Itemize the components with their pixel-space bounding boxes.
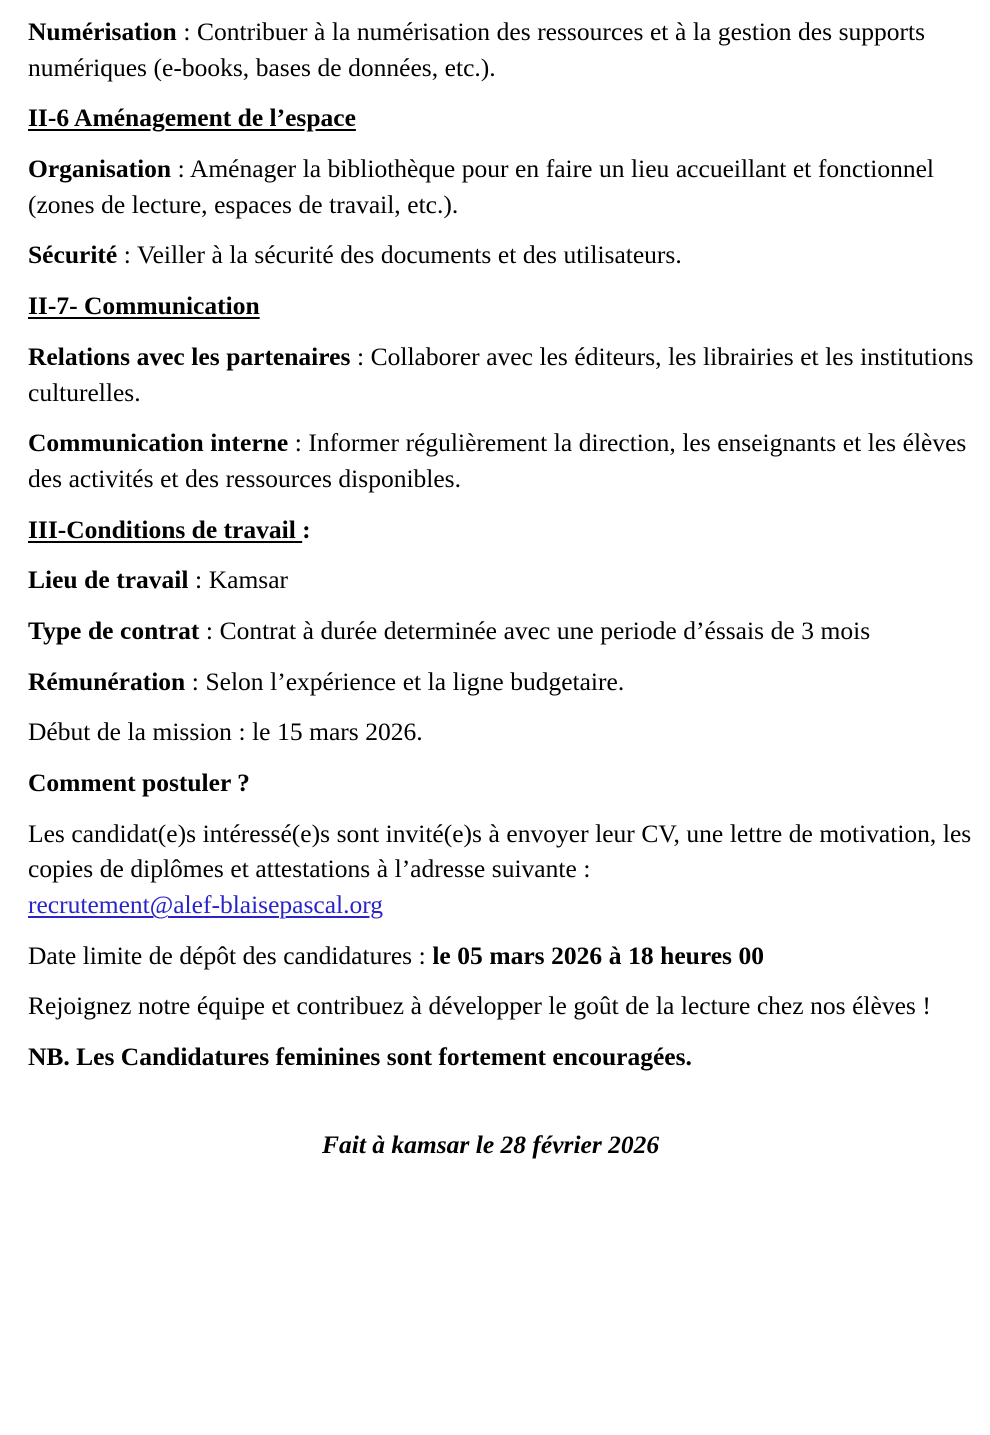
signature-line: Fait à kamsar le 28 février 2026: [322, 1129, 660, 1159]
date-limite-prefix: Date limite de dépôt des candidatures :: [28, 940, 433, 970]
paragraph-organisation: [28, 151, 976, 222]
paragraph-communication-interne: [28, 425, 976, 496]
remuneration-text: : Selon l’expérience et la ligne budgetaire.: [185, 666, 625, 696]
paragraph-remuneration: [28, 664, 976, 700]
relations-text: : Collaborer avec les éditeurs, les librairies et les institutions culturelles.: [28, 341, 974, 407]
type-contrat-text: : Contrat à durée determinée avec une periode d’éssais de 3 mois: [199, 615, 871, 645]
type-contrat-label: Type de contrat: [28, 615, 200, 645]
organisation-label: Organisation: [28, 154, 172, 184]
communication-text: : Informer régulièrement la direction, les enseignants et les élèves des activités et des ressources disponibles.: [28, 428, 967, 493]
apply-instructions-text: Les candidat(e)s intéressé(e)s sont invité(e)s à envoyer leur CV, une lettre de motivation, les copies de diplômes et attestations à l’adresse suivante :: [28, 818, 972, 884]
heading-comment-postuler: Comment postuler ?: [28, 768, 250, 797]
paragraph-numerisation: [28, 14, 976, 85]
numerisation-label: Numérisation: [28, 17, 177, 46]
paragraph-rejoignez: Rejoignez notre équipe et contribuez à développer le goût de la lecture chez nos élèves !: [28, 991, 931, 1021]
paragraph-nb-note: NB. Les Candidatures feminines sont fortement encouragées.: [28, 1042, 692, 1072]
remuneration-label: Rémunération: [28, 666, 186, 696]
lieu-travail-label: Lieu de travail: [28, 565, 189, 595]
paragraph-lieu-travail: [28, 562, 976, 598]
communication-label: Communication interne: [28, 428, 289, 458]
securite-text: : Veiller à la sécurité des documents et des utilisateurs.: [117, 240, 682, 270]
relations-label: Relations avec les partenaires: [28, 341, 351, 371]
paragraph-relations-partenaires: [28, 339, 976, 410]
paragraph-type-contrat: [28, 613, 976, 649]
paragraph-securite: [28, 237, 976, 273]
paragraph-apply-instructions: [28, 816, 976, 923]
date-limite-value: le 05 mars 2026 à 18 heures 00: [432, 940, 765, 970]
numerisation-text: : Contribuer à la numérisation des ressources et à la gestion des supports numériques (e-books, bases de données, etc.).: [28, 17, 926, 82]
bottom-spacer: [28, 1163, 976, 1363]
paragraph-debut-mission: Début de la mission : le 15 mars 2026.: [28, 717, 423, 747]
securite-label: Sécurité: [28, 240, 118, 270]
heading-iii-conditions: [28, 512, 976, 548]
heading-ii-7-label: II-7- Communication: [28, 291, 260, 321]
heading-ii-6: [28, 100, 976, 136]
signature-block: [28, 1127, 976, 1163]
document-body: [28, 14, 976, 1363]
heading-ii-6-label: II-6 Aménagement de l’espace: [28, 103, 356, 133]
heading-ii-7: [28, 288, 976, 324]
paragraph-date-limite: [28, 938, 976, 974]
heading-iii-colon: :: [302, 514, 311, 544]
recruitment-email-link[interactable]: recrutement@alef-blaisepascal.org: [28, 890, 384, 920]
organisation-text: : Aménager la bibliothèque pour en faire un lieu accueillant et fonctionnel (zones de lecture, espaces de travail, etc.).: [28, 154, 934, 219]
heading-iii-label: III-Conditions de travail: [28, 514, 303, 544]
lieu-travail-text: : Kamsar: [188, 565, 289, 595]
